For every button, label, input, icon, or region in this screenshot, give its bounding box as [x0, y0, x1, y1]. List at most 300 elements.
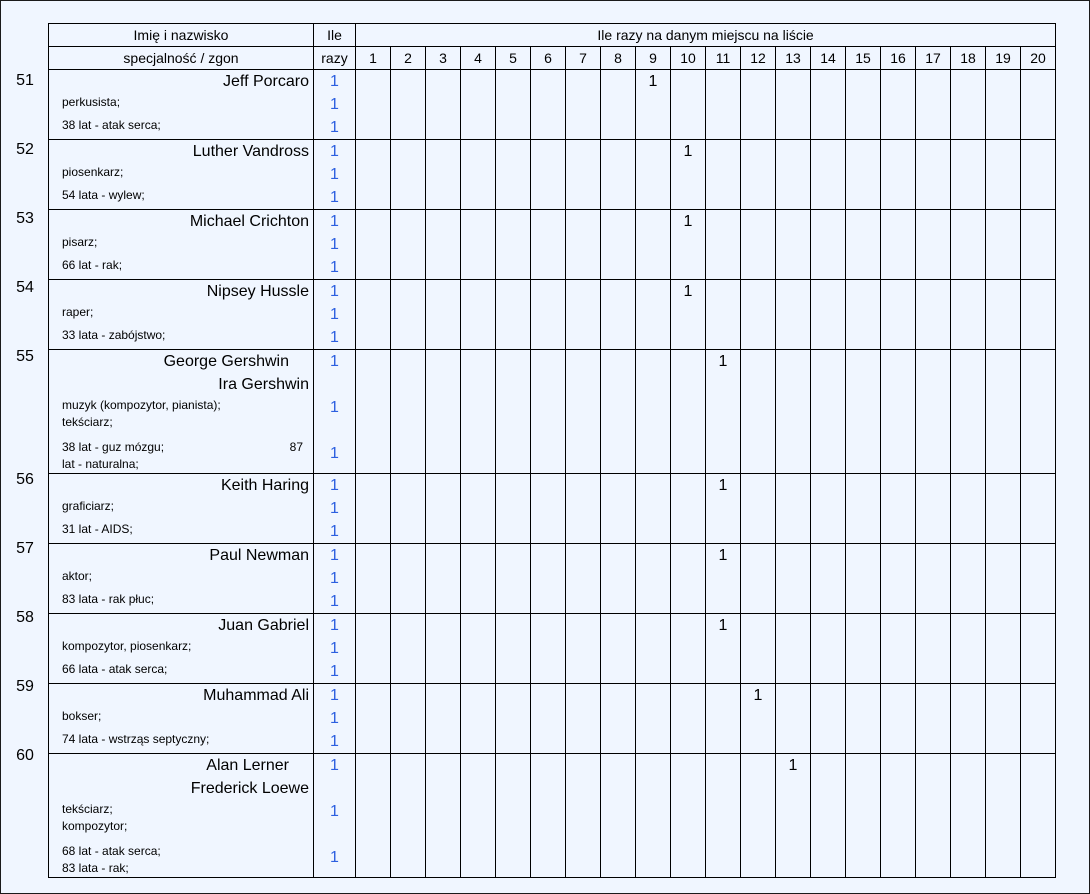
info-line [62, 257, 313, 274]
rank-number: 59 [16, 678, 34, 695]
place-cell [356, 350, 391, 474]
place-cell [461, 70, 496, 140]
place-cell [671, 544, 706, 614]
count-value: 1 [330, 306, 339, 323]
place-cell [706, 70, 741, 140]
place-cell [811, 210, 846, 280]
info-line [62, 498, 313, 515]
place-cell [671, 754, 706, 878]
place-cell [391, 544, 426, 614]
place-column-header: 3 [426, 47, 461, 70]
count-value: 1 [330, 213, 339, 230]
place-cell [811, 70, 846, 140]
place-column-header: 9 [636, 47, 671, 70]
place-cell [916, 210, 951, 280]
info-line [62, 431, 313, 439]
place-cell [1021, 70, 1056, 140]
info-text: 54 lata - wylew; [62, 188, 145, 202]
place-cell [741, 140, 776, 210]
place-cell [566, 210, 601, 280]
place-cell [846, 614, 881, 684]
place-cell [531, 280, 566, 350]
info-line [62, 94, 313, 111]
info-line [62, 439, 313, 456]
count-value: 1 [330, 236, 339, 253]
place-column-header: 8 [601, 47, 636, 70]
info-line [62, 304, 313, 321]
person-cell [49, 544, 314, 614]
place-cell [566, 280, 601, 350]
info-text: pisarz; [62, 235, 98, 249]
person-cell [49, 70, 314, 140]
place-cell [391, 70, 426, 140]
place-cell [461, 614, 496, 684]
person-info [49, 396, 313, 473]
place-cell [356, 474, 391, 544]
info-text: 38 lat - atak serca; [62, 118, 161, 132]
table-row [49, 614, 1056, 684]
info-text: 33 lata - zabójstwo; [62, 328, 166, 342]
person-info [49, 637, 313, 678]
place-column-header: 15 [846, 47, 881, 70]
person-info [49, 163, 313, 204]
place-cell [496, 684, 531, 754]
place-cell [706, 684, 741, 754]
place-cell [601, 544, 636, 614]
place-cell [601, 210, 636, 280]
place-cell [881, 350, 916, 474]
info-text: graficiarz; [62, 499, 115, 513]
table-row [49, 210, 1056, 280]
place-cell [531, 754, 566, 878]
rank-number: 53 [16, 210, 34, 227]
person-cell [49, 474, 314, 544]
table-row [49, 544, 1056, 614]
place-cell [426, 614, 461, 684]
count-cell [314, 474, 356, 544]
place-cell [741, 544, 776, 614]
place-cell [461, 474, 496, 544]
place-cell [1021, 544, 1056, 614]
place-cell [636, 544, 671, 614]
place-column-header: 17 [916, 47, 951, 70]
place-cell [951, 544, 986, 614]
place-cell [1021, 754, 1056, 878]
place-cell [601, 684, 636, 754]
place-cell [671, 140, 706, 210]
count-value: 1 [330, 399, 339, 416]
place-cell [636, 754, 671, 878]
place-cell [426, 280, 461, 350]
place-cell [986, 210, 1021, 280]
table-row [49, 350, 1056, 474]
info-text: perkusista; [62, 95, 121, 109]
place-cell [566, 140, 601, 210]
header-count-title: Ile [314, 24, 356, 47]
place-cell [496, 210, 531, 280]
place-cell [601, 70, 636, 140]
place-cell [356, 544, 391, 614]
place-cell [916, 474, 951, 544]
count-value: 1 [330, 96, 339, 113]
place-cell [1021, 474, 1056, 544]
count-value: 1 [330, 73, 339, 90]
place-cell [461, 210, 496, 280]
rank-number: 54 [16, 279, 34, 296]
place-cell [881, 280, 916, 350]
place-cell [391, 140, 426, 210]
place-cell [986, 140, 1021, 210]
info-text: 74 lata - wstrząs septyczny; [62, 732, 210, 746]
place-cell [986, 684, 1021, 754]
person-names [49, 474, 313, 497]
info-line [62, 397, 313, 414]
count-value: 1 [330, 803, 339, 820]
place-cell [461, 140, 496, 210]
place-cell [391, 280, 426, 350]
info-line [62, 638, 313, 655]
place-cell [356, 70, 391, 140]
place-cell [881, 754, 916, 878]
count-value: 1 [330, 119, 339, 136]
table-row [49, 140, 1056, 210]
place-cell [881, 210, 916, 280]
person-name: Paul Newman [209, 547, 309, 564]
info-text: bokser; [62, 709, 102, 723]
info-line [62, 843, 313, 860]
count-cell [314, 280, 356, 350]
table-row [49, 474, 1056, 544]
place-column-header: 1 [356, 47, 391, 70]
count-value: 1 [330, 570, 339, 587]
count-value: 1 [330, 547, 339, 564]
place-cell [671, 210, 706, 280]
place-cell [531, 474, 566, 544]
place-cell [636, 684, 671, 754]
place-cell [776, 614, 811, 684]
person-name: Juan Gabriel [218, 617, 309, 634]
header-name-subtitle: specjalność / zgon [49, 47, 314, 70]
place-cell [566, 754, 601, 878]
info-line [62, 327, 313, 344]
person-cell [49, 754, 314, 878]
place-cell [986, 350, 1021, 474]
place-cell [531, 614, 566, 684]
count-value: 1 [330, 445, 339, 462]
info-line [62, 414, 313, 431]
place-cell [846, 70, 881, 140]
place-value: 1 [753, 687, 763, 704]
place-cell [951, 350, 986, 474]
place-cell [496, 70, 531, 140]
place-cell [741, 70, 776, 140]
place-cell [636, 70, 671, 140]
place-cell [776, 70, 811, 140]
person-name: Michael Crichton [189, 213, 309, 230]
place-cell [741, 280, 776, 350]
person-names [49, 140, 313, 163]
place-cell [846, 210, 881, 280]
info-line [62, 818, 313, 835]
info-text: 66 lat - rak; [62, 258, 123, 272]
header-name-title: Imię i nazwisko [49, 24, 314, 47]
place-cell [916, 754, 951, 878]
place-cell [706, 754, 741, 878]
place-column-header: 14 [811, 47, 846, 70]
info-line [62, 591, 313, 608]
place-cell [951, 140, 986, 210]
place-cell [1021, 280, 1056, 350]
info-text: 83 lata - rak; [62, 861, 129, 875]
place-cell [916, 684, 951, 754]
place-cell [706, 140, 741, 210]
place-column-header: 16 [881, 47, 916, 70]
place-cell [636, 614, 671, 684]
count-value: 1 [330, 523, 339, 540]
person-info [49, 567, 313, 608]
rank-number: 55 [16, 348, 34, 365]
place-cell [391, 614, 426, 684]
place-cell [846, 684, 881, 754]
ranking-table [48, 23, 1056, 878]
count-value: 1 [330, 143, 339, 160]
place-cell [776, 280, 811, 350]
count-value: 1 [330, 617, 339, 634]
place-cell [706, 350, 741, 474]
place-cell [461, 684, 496, 754]
place-cell [811, 140, 846, 210]
place-cell [391, 754, 426, 878]
place-cell [496, 544, 531, 614]
place-cell [496, 614, 531, 684]
place-cell [916, 350, 951, 474]
info-text: tekściarz; [62, 415, 113, 429]
place-value: 1 [718, 547, 728, 564]
place-cell [1021, 614, 1056, 684]
place-cell [636, 350, 671, 474]
count-value: 1 [330, 477, 339, 494]
place-value: 1 [683, 283, 693, 300]
person-cell [49, 684, 314, 754]
place-cell [636, 474, 671, 544]
place-cell [461, 350, 496, 474]
rank-number: 57 [16, 540, 34, 557]
count-value: 1 [330, 353, 339, 370]
place-cell [951, 280, 986, 350]
place-cell [811, 474, 846, 544]
person-info [49, 707, 313, 748]
info-text: lat - naturalna; [62, 457, 139, 471]
place-cell [986, 474, 1021, 544]
person-names [49, 70, 313, 93]
place-cell [706, 280, 741, 350]
person-name: Frederick Loewe [190, 780, 309, 797]
place-column-header: 4 [461, 47, 496, 70]
place-cell [741, 350, 776, 474]
place-cell [706, 474, 741, 544]
place-cell [356, 140, 391, 210]
person-name: Jeff Porcaro [223, 73, 309, 90]
place-cell [531, 70, 566, 140]
place-column-header: 19 [986, 47, 1021, 70]
person-cell [49, 140, 314, 210]
place-cell [391, 684, 426, 754]
place-cell [601, 754, 636, 878]
person-cell [49, 280, 314, 350]
count-cell [314, 140, 356, 210]
info-line [62, 661, 313, 678]
person-cell [49, 210, 314, 280]
place-cell [566, 684, 601, 754]
place-cell [356, 754, 391, 878]
person-name: Ira Gershwin [218, 376, 309, 393]
place-cell [811, 280, 846, 350]
place-cell [636, 140, 671, 210]
place-cell [391, 210, 426, 280]
place-cell [391, 350, 426, 474]
person-cell [49, 350, 314, 474]
info-line [62, 708, 313, 725]
place-cell [496, 754, 531, 878]
count-value: 1 [330, 166, 339, 183]
count-value: 1 [330, 757, 339, 774]
place-cell [951, 474, 986, 544]
place-cell [496, 474, 531, 544]
place-cell [671, 614, 706, 684]
place-value: 1 [788, 757, 798, 774]
rank-number: 60 [16, 747, 34, 764]
person-names [49, 544, 313, 567]
place-cell [356, 280, 391, 350]
info-text: kompozytor, piosenkarz; [62, 639, 192, 653]
place-cell [811, 614, 846, 684]
place-value: 1 [683, 143, 693, 160]
place-cell [741, 474, 776, 544]
rank-number: 51 [16, 72, 34, 89]
place-cell [601, 280, 636, 350]
rank-number: 58 [16, 609, 34, 626]
header-count-subtitle: razy [314, 47, 356, 70]
place-cell [846, 140, 881, 210]
count-value: 1 [330, 283, 339, 300]
place-cell [531, 140, 566, 210]
person-names [49, 614, 313, 637]
place-cell [426, 684, 461, 754]
place-cell [496, 280, 531, 350]
count-value: 1 [330, 849, 339, 866]
place-cell [1021, 210, 1056, 280]
info-text: kompozytor; [62, 819, 128, 833]
person-info [49, 800, 313, 877]
place-cell [776, 140, 811, 210]
place-cell [531, 210, 566, 280]
person-names [49, 210, 313, 233]
place-cell [741, 614, 776, 684]
count-cell [314, 614, 356, 684]
info-text: muzyk (kompozytor, pianista); [62, 398, 221, 412]
count-value: 1 [330, 259, 339, 276]
place-cell [986, 754, 1021, 878]
count-cell [314, 684, 356, 754]
place-cell [846, 544, 881, 614]
place-cell [566, 614, 601, 684]
place-column-header: 6 [531, 47, 566, 70]
place-cell [846, 280, 881, 350]
place-cell [566, 70, 601, 140]
place-cell [881, 544, 916, 614]
header-places-title: Ile razy na danym miejscu na liście [356, 24, 1056, 47]
place-cell [531, 684, 566, 754]
place-cell [356, 210, 391, 280]
table-row [49, 280, 1056, 350]
place-cell [461, 544, 496, 614]
place-cell [846, 350, 881, 474]
info-text: 68 lat - atak serca; [62, 844, 161, 858]
place-cell [426, 140, 461, 210]
place-cell [881, 614, 916, 684]
place-cell [636, 210, 671, 280]
place-cell [426, 70, 461, 140]
place-cell [706, 210, 741, 280]
info-text: aktor; [62, 569, 93, 583]
table-row [49, 754, 1056, 878]
place-cell [741, 684, 776, 754]
place-cell [531, 544, 566, 614]
place-column-header: 12 [741, 47, 776, 70]
place-cell [916, 614, 951, 684]
place-cell [496, 140, 531, 210]
info-text: 83 lata - rak płuc; [62, 592, 155, 606]
place-cell [776, 474, 811, 544]
person-name: Luther Vandross [192, 143, 309, 160]
place-cell [426, 350, 461, 474]
place-cell [881, 140, 916, 210]
rank-number: 56 [16, 471, 34, 488]
place-cell [426, 754, 461, 878]
place-cell [951, 210, 986, 280]
place-column-header: 11 [706, 47, 741, 70]
info-line [62, 234, 313, 251]
place-column-header: 7 [566, 47, 601, 70]
place-column-header: 10 [671, 47, 706, 70]
info-line [62, 164, 313, 181]
place-cell [566, 350, 601, 474]
table-row [49, 70, 1056, 140]
person-names [49, 754, 313, 800]
person-info [49, 303, 313, 344]
place-cell [391, 474, 426, 544]
count-value: 1 [330, 329, 339, 346]
person-info [49, 233, 313, 274]
place-cell [601, 474, 636, 544]
count-value: 1 [330, 593, 339, 610]
place-cell [916, 140, 951, 210]
place-cell [531, 350, 566, 474]
place-column-header: 20 [1021, 47, 1056, 70]
place-cell [601, 350, 636, 474]
count-cell [314, 70, 356, 140]
place-cell [1021, 684, 1056, 754]
place-cell [741, 210, 776, 280]
place-cell [811, 350, 846, 474]
place-cell [951, 614, 986, 684]
person-name: George Gershwin [163, 353, 289, 370]
place-cell [776, 350, 811, 474]
place-value: 1 [648, 73, 658, 90]
place-cell [881, 70, 916, 140]
person-name: Keith Haring [220, 477, 309, 494]
place-cell [356, 614, 391, 684]
